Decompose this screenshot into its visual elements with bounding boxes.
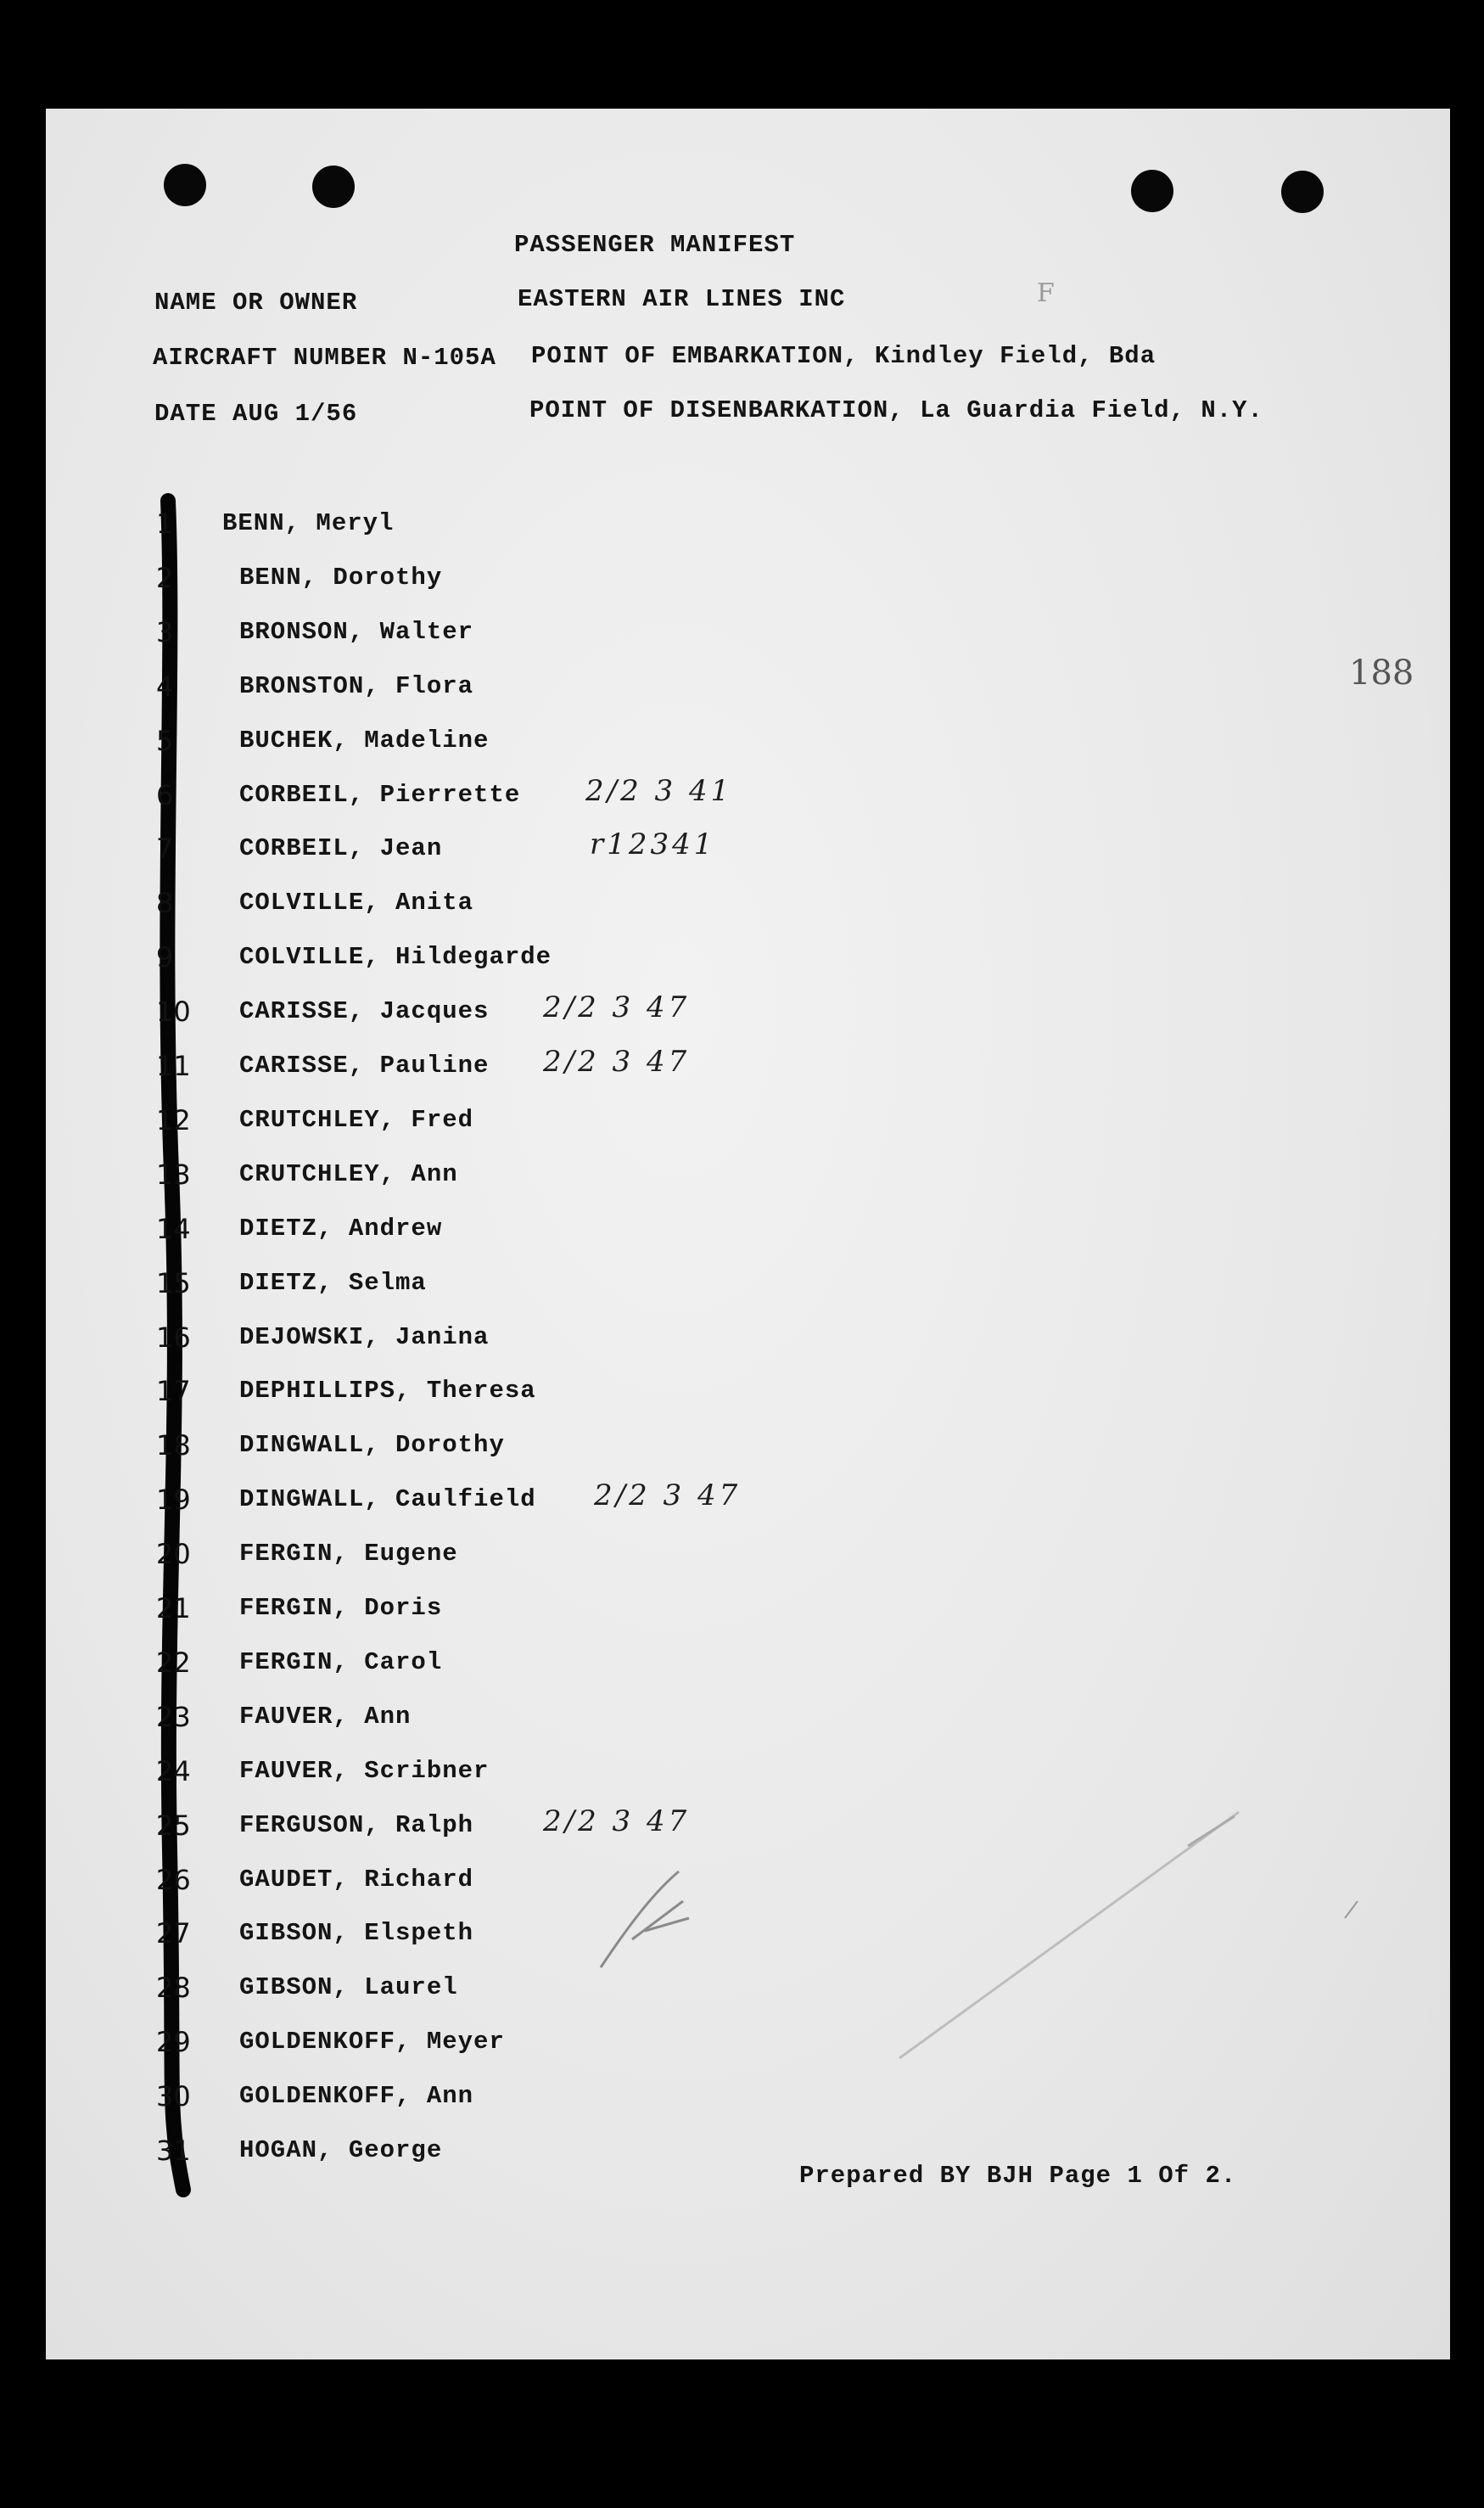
- handwritten-note: 2/2 3 47: [543, 1804, 691, 1838]
- passenger-name: CRUTCHLEY, Fred: [239, 1105, 474, 1134]
- handwritten-note: 2/2 3 47: [594, 1478, 742, 1513]
- passenger-name: CARISSE, Jacques: [239, 997, 490, 1026]
- passenger-name: BUCHEK, Madeline: [239, 726, 490, 755]
- handwritten-note: 2/2 3 41: [585, 773, 733, 808]
- passenger-name: DINGWALL, Caulfield: [239, 1485, 536, 1514]
- punch-hole-left-2: [312, 166, 355, 208]
- passenger-name: GOLDENKOFF, Ann: [239, 2082, 474, 2111]
- passenger-name: GAUDET, Richard: [239, 1865, 474, 1894]
- passenger-number: 15: [156, 1266, 191, 1299]
- passenger-number: 1: [156, 508, 174, 540]
- manifest-date: DATE AUG 1/56: [154, 400, 358, 428]
- passenger-name: GIBSON, Elspeth: [239, 1919, 474, 1948]
- passenger-name: BENN, Dorothy: [239, 563, 443, 592]
- passenger-name: CRUTCHLEY, Ann: [239, 1159, 458, 1188]
- passenger-name: BENN, Meryl: [222, 509, 395, 537]
- passenger-name: FAUVER, Ann: [239, 1702, 412, 1731]
- passenger-number: 17: [156, 1375, 191, 1408]
- prepared-by-footer: Prepared BY BJH Page 1 Of 2.: [799, 2162, 1237, 2190]
- passenger-name: CARISSE, Pauline: [239, 1052, 490, 1080]
- passenger-number: 30: [156, 2080, 191, 2113]
- passenger-name: GIBSON, Laurel: [239, 1973, 458, 2002]
- passenger-name: DINGWALL, Dorothy: [239, 1431, 505, 1460]
- passenger-number: 29: [156, 2026, 191, 2059]
- passenger-name: FERGIN, Doris: [239, 1594, 443, 1622]
- point-of-disembarkation: POINT OF DISENBARKATION, La Guardia Field, N.Y.: [529, 396, 1263, 424]
- passenger-name: COLVILLE, Hildegarde: [239, 943, 552, 972]
- passenger-number: 22: [156, 1646, 191, 1679]
- flight-stamp: F: [1037, 278, 1055, 308]
- page-stamp-number: 188: [1349, 654, 1414, 693]
- passenger-number: 19: [156, 1484, 191, 1517]
- punch-hole-right-2: [1281, 171, 1324, 213]
- passenger-number: 28: [156, 1972, 191, 2005]
- passenger-name: FERGUSON, Ralph: [239, 1810, 474, 1839]
- name-or-owner-label: NAME OR OWNER: [154, 289, 358, 317]
- passenger-name: CORBEIL, Jean: [239, 834, 443, 863]
- passenger-name: DEJOWSKI, Janina: [239, 1322, 490, 1351]
- punch-hole-right-1: [1131, 170, 1173, 212]
- passenger-number: 6: [156, 778, 174, 811]
- passenger-number: 12: [156, 1103, 191, 1136]
- owner-value: EASTERN AIR LINES INC: [518, 285, 846, 313]
- passenger-number: 10: [156, 996, 191, 1029]
- passenger-number: 25: [156, 1809, 191, 1842]
- passenger-number: 20: [156, 1538, 191, 1571]
- passenger-name: DEPHILLIPS, Theresa: [239, 1377, 536, 1405]
- passenger-number: 5: [156, 724, 174, 757]
- passenger-name: COLVILLE, Anita: [239, 889, 474, 917]
- passenger-number: 23: [156, 1700, 191, 1733]
- passenger-number: 16: [156, 1321, 191, 1354]
- passenger-name: GOLDENKOFF, Meyer: [239, 2028, 505, 2056]
- passenger-name: DIETZ, Andrew: [239, 1214, 443, 1243]
- passenger-name: FAUVER, Scribner: [239, 1756, 490, 1785]
- passenger-number: 13: [156, 1158, 191, 1191]
- handwritten-note: r12341: [590, 828, 716, 862]
- passenger-number: 31: [156, 2135, 191, 2167]
- passenger-number: 14: [156, 1212, 191, 1245]
- passenger-number: 18: [156, 1429, 191, 1462]
- passenger-name: BRONSTON, Flora: [239, 671, 474, 700]
- passenger-number: 27: [156, 1917, 191, 1950]
- handwritten-note: 2/2 3 47: [543, 1045, 691, 1079]
- passenger-number: 7: [156, 833, 174, 866]
- passenger-number: 21: [156, 1592, 191, 1624]
- passenger-number: 8: [156, 887, 174, 920]
- passenger-number: 9: [156, 941, 174, 974]
- passenger-number: 26: [156, 1863, 191, 1896]
- passenger-number: 2: [156, 561, 174, 594]
- passenger-number: 4: [156, 670, 174, 703]
- passenger-number: 11: [156, 1050, 191, 1082]
- point-of-embarkation: POINT OF EMBARKATION, Kindley Field, Bda: [531, 342, 1156, 370]
- passenger-number: 24: [156, 1754, 191, 1787]
- passenger-name: HOGAN, George: [239, 2136, 443, 2164]
- handwritten-note: 2/2 3 47: [543, 990, 691, 1025]
- passenger-number: 3: [156, 615, 174, 648]
- passenger-name: DIETZ, Selma: [239, 1268, 427, 1297]
- passenger-name: FERGIN, Eugene: [239, 1540, 458, 1568]
- manifest-title: PASSENGER MANIFEST: [514, 231, 796, 259]
- passenger-name: FERGIN, Carol: [239, 1647, 443, 1676]
- aircraft-number: AIRCRAFT NUMBER N-105A: [153, 344, 496, 372]
- punch-hole-left-1: [164, 164, 206, 206]
- passenger-name: CORBEIL, Pierrette: [239, 780, 521, 809]
- passenger-name: BRONSON, Walter: [239, 617, 474, 646]
